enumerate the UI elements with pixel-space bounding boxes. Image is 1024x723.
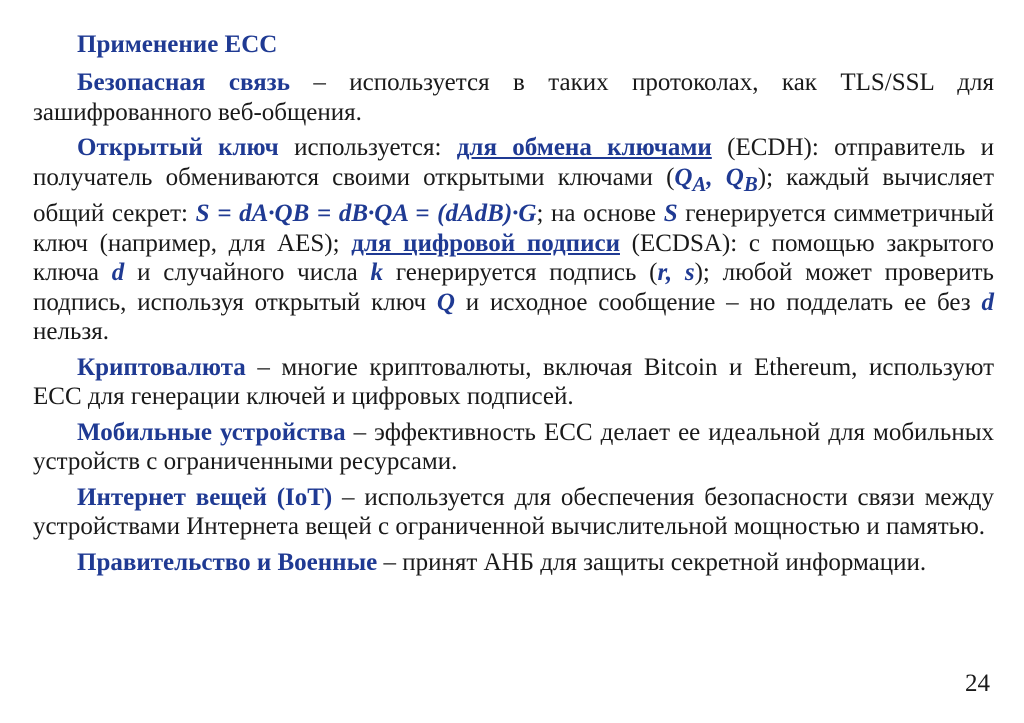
text-fragment: и исходное сообщение – но подделать ее без — [454, 288, 982, 316]
symbol-d: d — [981, 288, 994, 316]
symbol-q: Q — [436, 288, 455, 316]
text-fragment: ); любой может проверить подпись, используя открытый ключ — [33, 259, 994, 316]
paragraph-secure-communication — [33, 68, 994, 127]
text-fragment: (ECDSA): с помощью закрытого ключа — [33, 229, 994, 286]
text-fragment: (ECDH): отправитель и получатель обмениваются своими открытыми ключами ( — [33, 134, 994, 191]
symbol-s: S — [663, 200, 678, 227]
paragraph-cryptocurrency — [33, 353, 994, 412]
shared-secret-formula: S = dA·QB = dB·QA = (dAdB)·G — [195, 200, 537, 227]
text-fragment: ; на основе — [536, 200, 664, 227]
symbol-qb — [725, 163, 758, 196]
symbol-k: k — [370, 259, 384, 286]
text-fragment: генерируется подпись ( — [383, 259, 658, 286]
text-fragment: используется: — [278, 134, 457, 161]
symbol-d: d — [111, 259, 125, 286]
term-government-military: Правительство и Военные — [77, 548, 378, 576]
text-fragment: генерируется симметричный ключ (например, для AES); — [33, 200, 994, 257]
term-key-exchange: для обмена ключами — [456, 134, 712, 161]
text-mobile-devices: – эффективность ECC делает ее идеальной для мобильных устройств с ограниченными ресурсами. — [33, 418, 994, 475]
paragraph-government-military — [33, 548, 994, 578]
term-public-key: Открытый ключ — [77, 134, 279, 161]
page-number: 24 — [965, 670, 990, 697]
term-mobile-devices: Мобильные устройства — [77, 418, 346, 446]
paragraph-mobile-devices — [33, 418, 994, 477]
symbol-q: Q — [674, 163, 693, 191]
paragraph-public-key — [33, 133, 994, 347]
symbol-qa — [674, 163, 707, 196]
paragraph-iot — [33, 483, 994, 542]
slide-title: Применение ECC — [77, 31, 278, 58]
term-iot: Интернет вещей (IoT) — [77, 483, 333, 511]
text-fragment: ); каждый вычисляет общий секрет: — [33, 163, 994, 227]
subscript-b: B — [743, 171, 758, 196]
term-secure-communication: Безопасная связь — [77, 69, 290, 96]
symbol-q: Q — [725, 163, 744, 191]
term-digital-signature: для цифровой подписи — [351, 229, 620, 257]
text-fragment: и случайного числа — [124, 259, 371, 286]
text-cryptocurrency: – многие криптовалюты, включая Bitcoin и Ethereum, используют ECC для генерации ключей и цифровых подписей. — [33, 353, 994, 410]
symbol-comma: , — [706, 163, 726, 191]
slide-content — [33, 28, 994, 583]
text-secure-communication: – используется в таких протоколах, как TLS/SSL для зашифрованного веб-общения. — [33, 69, 995, 126]
text-government-military: – принят АНБ для защиты секретной информации. — [377, 548, 927, 576]
symbol-rs: r, s — [657, 259, 695, 286]
subscript-a: A — [692, 171, 707, 196]
term-cryptocurrency: Криптовалюта — [77, 353, 246, 381]
text-fragment: нельзя. — [33, 318, 109, 345]
text-iot: – используется для обеспечения безопасности связи между устройствами Интернета вещей с ограниченной вычислительной мощностью и памятью. — [33, 483, 995, 540]
